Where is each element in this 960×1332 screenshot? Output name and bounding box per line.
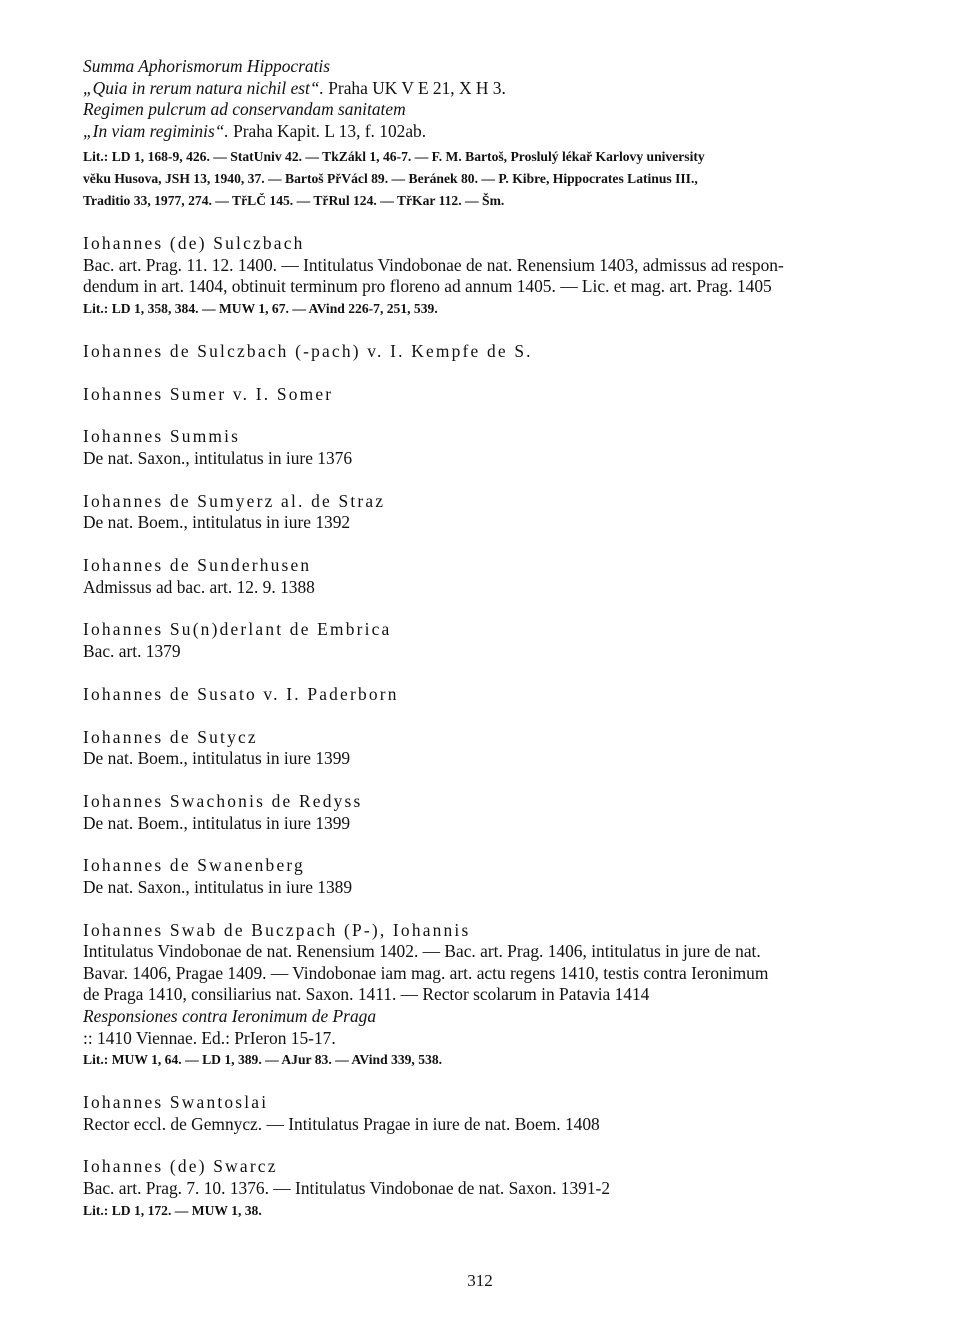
- entry-text: De nat. Saxon., intitulatus in iure 1389: [83, 876, 353, 897]
- entry: [83, 341, 895, 363]
- literature-line: Lit.: LD 1, 168-9, 426. — StatUniv 42. — TkZákl 1, 46-7. — F. M. Bartoš, Proslulý lékař Karlovy university: [83, 149, 705, 165]
- entry-text: Bac. art. Prag. 7. 10. 1376. — Intitulatus Vindobonae de nat. Saxon. 1391-2: [83, 1178, 611, 1198]
- page-content: [83, 56, 895, 1221]
- entry-text: Bac. art. Prag. 11. 12. 1400. — Intitulatus Vindobonae de nat. Renensium 1403, admissus ad respon-: [83, 254, 784, 275]
- entry-text: De nat. Boem., intitulatus in iure 1399: [83, 812, 351, 833]
- entry-text: Bavar. 1406, Pragae 1409. — Vindobonae iam mag. art. actu regens 1410, testis contra Ieronimum: [83, 962, 769, 983]
- entry-text: dendum in art. 1404, obtinuit terminum pro floreno ad annum 1405. — Lic. et mag. art. Prag. 1405: [83, 276, 772, 297]
- entry: [83, 619, 895, 662]
- entry-heading: Iohannes Summis: [83, 426, 241, 447]
- entry-heading: Iohannes de Sunderhusen: [83, 555, 312, 576]
- literature-line: Lit.: LD 1, 358, 384. — MUW 1, 67. — AVind 226-7, 251, 539.: [83, 300, 438, 316]
- entry-heading: Iohannes Su(n)derlant de Embrica: [83, 619, 392, 640]
- entry: [83, 384, 895, 406]
- entry-heading: Iohannes de Swanenberg: [83, 855, 305, 876]
- entry: [83, 426, 895, 469]
- entry-text: Admissus ad bac. art. 12. 9. 1388: [83, 576, 315, 597]
- entry: [83, 233, 895, 319]
- page-number: 312: [467, 1271, 493, 1290]
- work-title: Regimen pulcrum ad conservandam sanitatem: [83, 99, 406, 120]
- literature-line: věku Husova, JSH 13, 1940, 37. — Bartoš PřVácl 89. — Beránek 80. — P. Kibre, Hippocrates Latinus III.,: [83, 170, 698, 186]
- entry-heading: Iohannes Swachonis de Redyss: [83, 790, 363, 811]
- work-incipit: „In viam regiminis“. Praha Kapit. L 13, f. 102ab.: [83, 120, 427, 141]
- entry: [83, 491, 895, 534]
- entry-text: De nat. Boem., intitulatus in iure 1399: [83, 748, 351, 769]
- literature-line: Lit.: LD 1, 172. — MUW 1, 38.: [83, 1202, 262, 1218]
- entry-text: Intitulatus Vindobonae de nat. Renensium 1402. — Bac. art. Prag. 1406, intitulatus in jure de nat.: [83, 941, 761, 962]
- entry-heading: Iohannes (de) Swarcz: [83, 1156, 278, 1177]
- entry: [83, 1092, 895, 1135]
- entry-text: De nat. Saxon., intitulatus in iure 1376: [83, 447, 353, 468]
- entry-heading: Iohannes Sumer v. I. Somer: [83, 383, 334, 404]
- work-title: Responsiones contra Ieronimum de Praga: [83, 1006, 377, 1027]
- entry-heading: Iohannes Swantoslai: [83, 1092, 269, 1113]
- entry-text: de Praga 1410, consiliarius nat. Saxon. 1411. — Rector scolarum in Patavia 1414: [83, 984, 650, 1005]
- work-incipit: „Quia in rerum natura nichil est“. Praha UK V E 21, X H 3.: [83, 77, 506, 98]
- work-title: Summa Aphorismorum Hippocratis: [83, 56, 331, 76]
- entry: [83, 684, 895, 706]
- literature-line: Traditio 33, 1977, 274. — TřLČ 145. — TřRul 124. — TřKar 112. — Šm.: [83, 192, 505, 208]
- entry-heading: Iohannes de Sumyerz al. de Straz: [83, 490, 386, 511]
- entry-heading: Iohannes de Sulczbach (-pach) v. I. Kempfe de S.: [83, 340, 533, 361]
- entry-text: :: 1410 Viennae. Ed.: PrIeron 15-17.: [83, 1027, 336, 1048]
- entry: [83, 855, 895, 898]
- entry-text: Bac. art. 1379: [83, 641, 181, 661]
- intro-block: [83, 56, 895, 211]
- entry: [83, 727, 895, 770]
- entry-heading: Iohannes de Susato v. I. Paderborn: [83, 683, 399, 704]
- entry-text: De nat. Boem., intitulatus in iure 1392: [83, 512, 351, 533]
- entries-list: [83, 233, 895, 1221]
- entry-heading: Iohannes (de) Sulczbach: [83, 233, 305, 254]
- entry: [83, 920, 895, 1071]
- entry: [83, 791, 895, 834]
- entry-heading: Iohannes de Sutycz: [83, 726, 258, 747]
- literature-line: Lit.: MUW 1, 64. — LD 1, 389. — AJur 83. — AVind 339, 538.: [83, 1052, 443, 1068]
- entry-heading: Iohannes Swab de Buczpach (P-), Iohannis: [83, 919, 471, 940]
- entry: [83, 555, 895, 598]
- entry: [83, 1156, 895, 1221]
- entry-text: Rector eccl. de Gemnycz. — Intitulatus Pragae in iure de nat. Boem. 1408: [83, 1113, 600, 1134]
